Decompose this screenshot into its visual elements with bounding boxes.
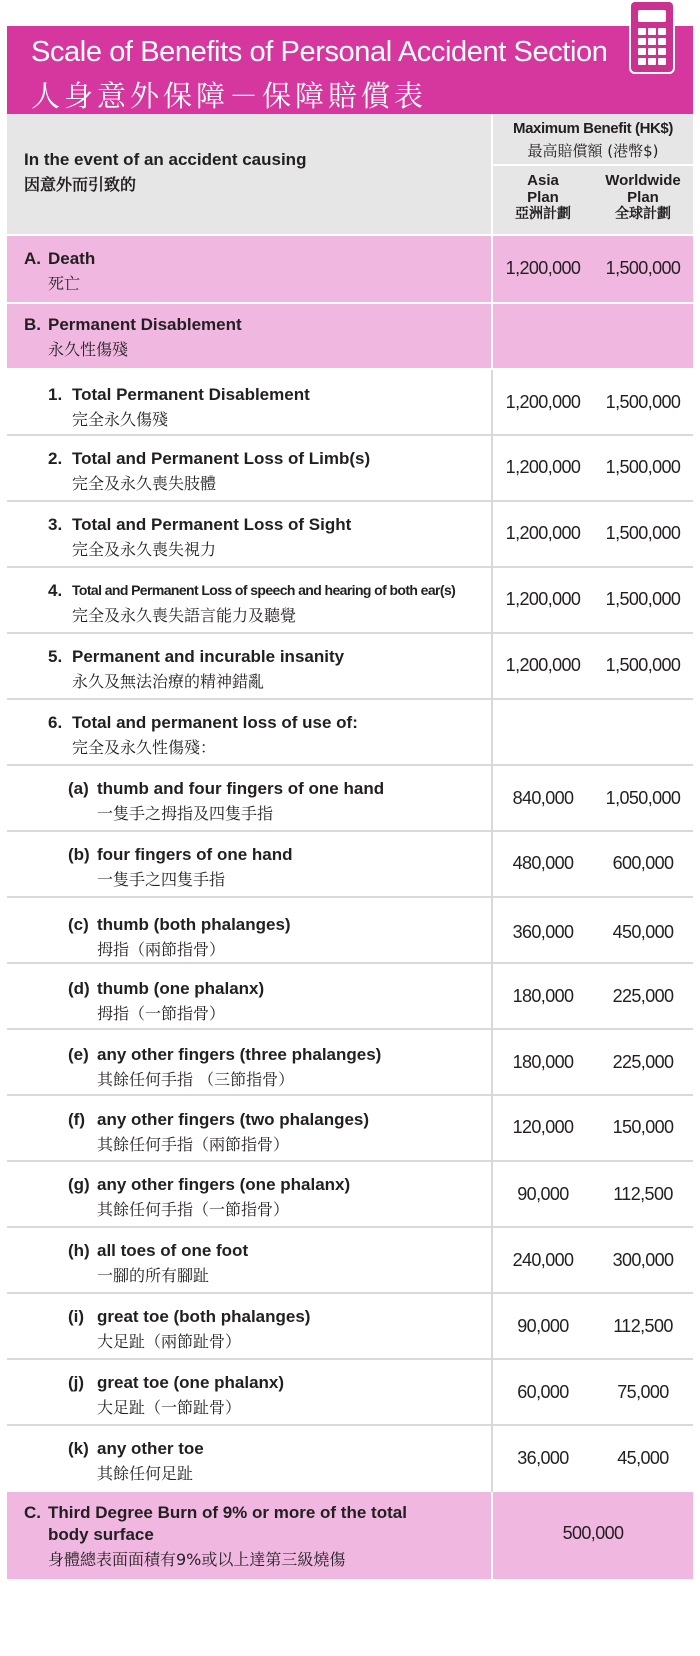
- table-row: (a) thumb and four fingers of one hand 一隻手之拇指及四隻手指 840,000 1,050,000: [7, 766, 693, 832]
- title-english: Scale of Benefits of Personal Accident Section: [31, 36, 608, 68]
- table-row: (d) thumb (one phalanx) 拇指（一節指骨） 180,000 225,000: [7, 964, 693, 1030]
- table-row: (c) thumb (both phalanges) 拇指（兩節指骨） 360,000 450,000: [7, 898, 693, 964]
- table-row: C. Third Degree Burn of 9% or more of the total body surface 身體總表面面積有9%或以上達第三級燒傷 500,000: [7, 1492, 693, 1579]
- table-row: (g) any other fingers (one phalanx) 其餘任何手指（一節指骨） 90,000 112,500: [7, 1162, 693, 1228]
- max-benefit-header-zh: 最高賠償額 (港幣$): [527, 142, 659, 160]
- table-row: (k) any other toe 其餘任何足趾 36,000 45,000: [7, 1426, 693, 1492]
- asia-plan-header: Asia Plan 亞洲計劃: [515, 172, 571, 222]
- table-row: 4. Total and Permanent Loss of speech and hearing of both ear(s) 完全及永久喪失語言能力及聽覺 1,200,000 1,500,000: [7, 568, 693, 634]
- title-banner: [7, 26, 693, 114]
- table-row: 1. Total Permanent Disablement 完全永久傷殘 1,200,000 1,500,000: [7, 370, 693, 436]
- worldwide-plan-header: Worldwide Plan 全球計劃: [605, 172, 681, 222]
- benefit-table: [7, 114, 693, 1579]
- table-row: (i) great toe (both phalanges) 大足趾（兩節趾骨） 90,000 112,500: [7, 1294, 693, 1360]
- table-row: (b) four fingers of one hand 一隻手之四隻手指 480,000 600,000: [7, 832, 693, 898]
- calculator-icon: [629, 0, 675, 74]
- table-row: 6. Total and permanent loss of use of: 完全及永久性傷殘：: [7, 700, 693, 766]
- event-column-header: In the event of an accident causing: [24, 150, 307, 169]
- table-row: 2. Total and Permanent Loss of Limb(s) 完全及永久喪失肢體 1,200,000 1,500,000: [7, 436, 693, 502]
- event-column-header-zh: 因意外而引致的: [24, 175, 137, 194]
- table-row: A. Death 死亡 1,200,000 1,500,000: [7, 236, 693, 304]
- table-row: 3. Total and Permanent Loss of Sight 完全及永久喪失視力 1,200,000 1,500,000: [7, 502, 693, 568]
- table-header-row: [7, 114, 693, 236]
- title-chinese: 人身意外保障－保障賠償表: [31, 79, 428, 113]
- table-row: 5. Permanent and incurable insanity 永久及無法治療的精神錯亂 1,200,000 1,500,000: [7, 634, 693, 700]
- table-row: B. Permanent Disablement 永久性傷殘: [7, 304, 693, 370]
- table-row: (h) all toes of one foot 一腳的所有腳趾 240,000 300,000: [7, 1228, 693, 1294]
- table-row: (f) any other fingers (two phalanges) 其餘任何手指（兩節指骨） 120,000 150,000: [7, 1096, 693, 1162]
- max-benefit-header: Maximum Benefit (HK$): [513, 120, 673, 137]
- table-row: (e) any other fingers (three phalanges) 其餘任何手指 （三節指骨） 180,000 225,000: [7, 1030, 693, 1096]
- table-row: (j) great toe (one phalanx) 大足趾（一節趾骨） 60,000 75,000: [7, 1360, 693, 1426]
